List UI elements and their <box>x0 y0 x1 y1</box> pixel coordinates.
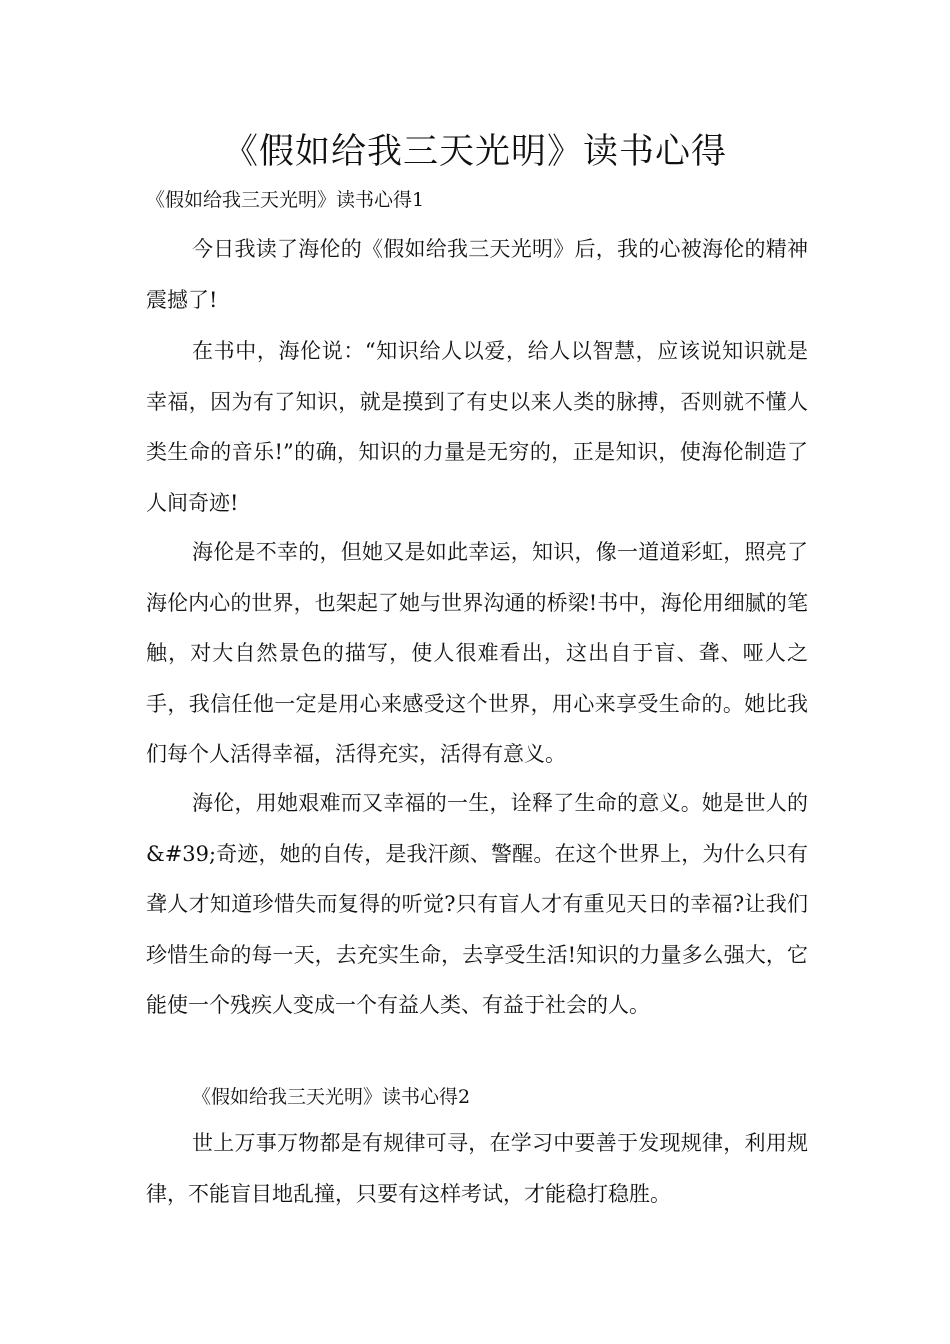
section-heading-1: 《假如给我三天光明》读书心得1 <box>146 189 425 211</box>
paragraph: 海伦是不幸的，但她又是如此幸运，知识，像一道道彩虹，照亮了海伦内心的世界，也架起了她与世界沟通的桥梁!书中，海伦用细腻的笔触，对大自然景色的描写，使人很难看出，这出自于盲、聋、哑人之手，我信任他一定是用心来感受这个世界，用心来享受生命的。她比我们每个人活得幸福，活得充实，活得有意义。 <box>146 540 808 766</box>
paragraph: 今日我读了海伦的《假如给我三天光明》后，我的心被海伦的精神震撼了! <box>146 237 808 312</box>
document-title: 《假如给我三天光明》读书心得 <box>222 132 727 172</box>
section-heading-2: 《假如给我三天光明》读书心得2 <box>192 1086 471 1108</box>
paragraph: 海伦，用她艰难而又幸福的一生，诠释了生命的意义。她是世人的&#39;奇迹，她的自传，是我汗颜、警醒。在这个世界上，为什么只有聋人才知道珍惜失而复得的听觉?只有盲人才有重见天日的幸福?让我们珍惜生命的每一天，去充实生命，去享受生活!知识的力量多么强大，它能使一个残疾人变成一个有益人类、有益于社会的人。 <box>146 791 808 1017</box>
paragraph: 在书中，海伦说：“知识给人以爱，给人以智慧，应该说知识就是幸福，因为有了知识，就是摸到了有史以来人类的脉搏，否则就不懂人类生命的音乐!”的确，知识的力量是无穷的，正是知识，使海伦制造了人间奇迹! <box>146 339 808 515</box>
paragraph: 世上万事万物都是有规律可寻，在学习中要善于发现规律，利用规律，不能盲目地乱撞，只要有这样考试，才能稳打稳胜。 <box>146 1131 808 1206</box>
